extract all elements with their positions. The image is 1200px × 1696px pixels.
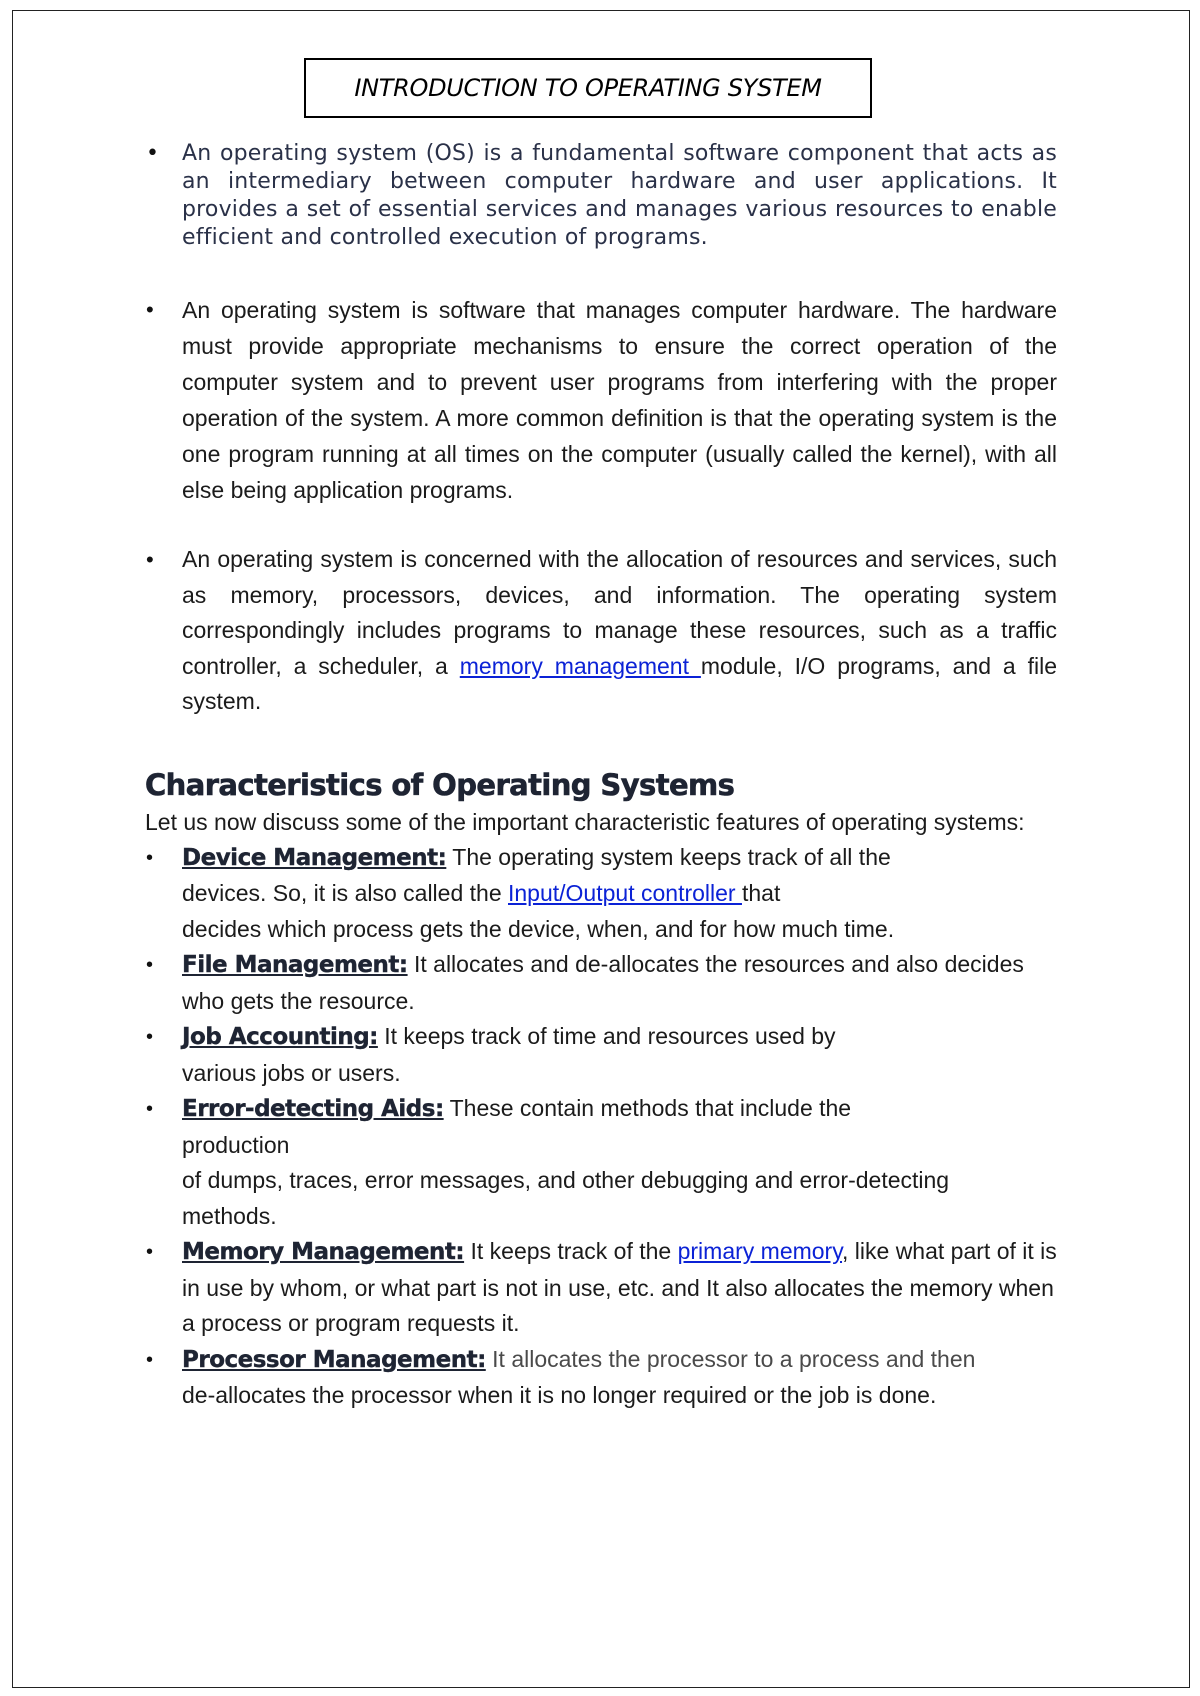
feature-term: Error-detecting Aids: <box>182 1096 444 1122</box>
feature-item-error-detecting-aids <box>145 1091 1057 1234</box>
feature-text: It allocates the processor to a process and then <box>485 1345 976 1372</box>
memory-management-link[interactable]: memory management <box>459 652 701 679</box>
intro-paragraph-3 <box>145 542 1057 720</box>
feature-item-job-accounting <box>145 1019 1057 1091</box>
document-body <box>145 140 1057 1414</box>
intro-text-before: An operating system is concerned with the allocation of resources and services, such as memory, processors, devices, and information. The operating system correspondingly includes programs to manage these resources, such as a traffic controller, a scheduler, a <box>182 546 1057 679</box>
section-heading: Characteristics of Operating Systems <box>145 767 735 802</box>
intro-text-after: module, I/O programs, and a file system. <box>182 652 1057 714</box>
feature-text: decides which process gets the device, when, and for how much time. <box>182 915 895 942</box>
input-output-controller-link[interactable]: Input/Output controller <box>508 880 742 906</box>
bullet-icon: • <box>146 1098 154 1120</box>
intro-list <box>145 140 1057 720</box>
bullet-icon: • <box>146 1026 154 1048</box>
document-title: INTRODUCTION TO OPERATING SYSTEM <box>304 58 872 118</box>
bullet-icon: • <box>146 141 160 166</box>
section-lead: Let us now discuss some of the important characteristic features of operating systems: <box>145 808 1025 835</box>
feature-line <box>182 876 1057 912</box>
feature-text: It allocates and de-allocates the resources and also decides who gets the resource. <box>182 951 1024 1014</box>
feature-text: of dumps, traces, error messages, and other debugging and error-detecting methods. <box>182 1167 950 1229</box>
feature-item-file-management <box>145 947 1057 1019</box>
bullet-icon: • <box>146 1348 154 1371</box>
feature-item-device-management <box>145 840 1057 948</box>
intro-paragraph-2 <box>145 292 1057 508</box>
intro-paragraph-1 <box>145 140 1057 252</box>
bullet-icon: • <box>146 547 154 572</box>
feature-text: It keeps track of time and resources used by <box>377 1023 836 1049</box>
feature-term: Job Accounting: <box>182 1024 378 1050</box>
feature-item-processor-management <box>145 1342 1057 1414</box>
feature-text: various jobs or users. <box>182 1059 401 1086</box>
feature-text: de-allocates the processor when it is no longer required or the job is done. <box>182 1382 937 1408</box>
feature-text: The operating system keeps track of all the <box>446 843 891 870</box>
feature-term: File Management: <box>182 952 408 978</box>
primary-memory-link[interactable]: primary memory <box>677 1238 843 1264</box>
feature-text: These contain methods that include the <box>443 1095 852 1121</box>
feature-item-memory-management <box>145 1234 1057 1342</box>
feature-term: Processor Management: <box>182 1346 486 1373</box>
feature-term: Device Management: <box>182 844 447 871</box>
feature-text: devices. So, it is also called the <box>182 880 508 906</box>
bullet-icon: • <box>146 954 154 976</box>
bullet-icon: • <box>146 297 154 322</box>
feature-text: that <box>741 880 781 906</box>
feature-text: production <box>182 1131 290 1158</box>
intro-text: An operating system (OS) is a fundamental software component that acts as an intermediary between computer hardware and user applications. It provides a set of essential services and manages various resources to enable efficient and controlled execution of programs. <box>182 141 1057 250</box>
intro-text: An operating system is software that manages computer hardware. The hardware must provide appropriate mechanisms to ensure the correct operation of the computer system and to prevent user programs from interfering with the proper operation of the system. A more common definition is that the operating system is the one program running at all times on the computer (usually called the kernel), with all else being application programs. <box>182 297 1057 503</box>
feature-term: Memory Management: <box>182 1239 465 1265</box>
bullet-icon: • <box>146 846 154 869</box>
feature-text: , like what part of it is in use by whom, or what part is not in use, etc. and It also allocates the memory when a process or program requests it. <box>182 1238 1057 1336</box>
feature-text: It keeps track of the <box>464 1238 678 1264</box>
bullet-icon: • <box>146 1241 154 1263</box>
features-list <box>145 840 1057 1414</box>
